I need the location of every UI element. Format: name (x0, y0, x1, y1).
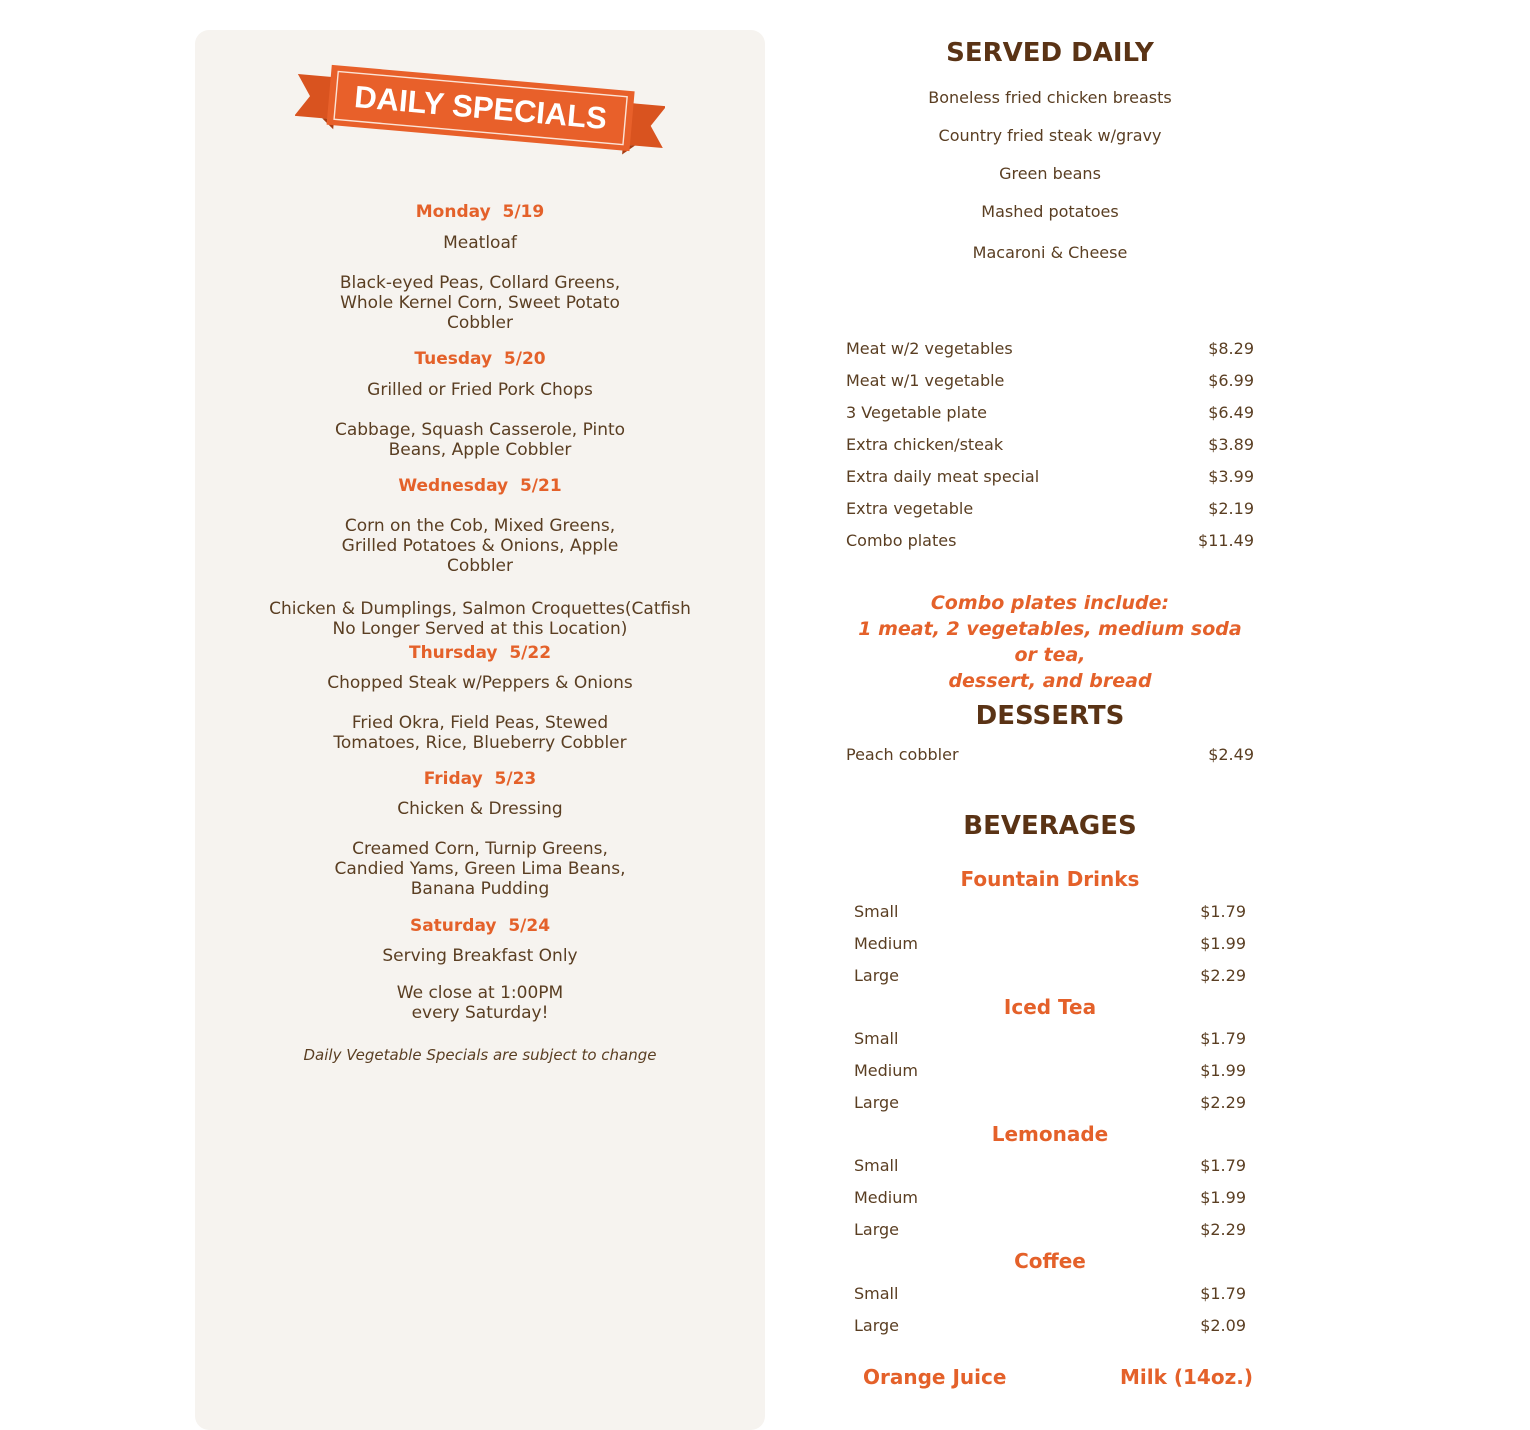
combo-note-line: Combo plates include: (930, 592, 1170, 614)
beverage-size: Large (854, 1316, 900, 1335)
served-daily-title: SERVED DAILY (946, 38, 1154, 68)
plate-price-row (846, 403, 1254, 425)
beverage-price: $1.79 (1200, 1156, 1246, 1175)
plate-name: Meat w/1 vegetable (846, 371, 1005, 390)
beverage-size-row (854, 1316, 1246, 1338)
plate-price: $6.49 (1208, 403, 1254, 422)
combo-note-line: 1 meat, 2 vegetables, medium soda or tea, (858, 618, 1242, 666)
plate-price: $11.49 (1198, 531, 1254, 550)
beverage-size-row (854, 1188, 1246, 1210)
plate-price-row (846, 499, 1254, 521)
beverage-price: $1.99 (1200, 934, 1246, 953)
beverage-price: $2.29 (1200, 1093, 1246, 1112)
day-sides-thursday: Fried Okra, Field Peas, Stewed Tomatoes, Rice, Blueberry Cobbler (333, 713, 627, 753)
beverage-size-row (854, 1061, 1246, 1083)
beverage-size-row (854, 1156, 1246, 1178)
plate-price-row (846, 435, 1254, 457)
beverage-price: $2.29 (1200, 1220, 1246, 1239)
specials-disclaimer: Daily Vegetable Specials are subject to change (303, 1046, 657, 1064)
plate-price-row (846, 371, 1254, 393)
served-daily-item: Country fried steak w/gravy (938, 126, 1162, 145)
beverage-group-title: Coffee (1014, 1249, 1086, 1273)
plate-name: Extra daily meat special (846, 467, 1040, 486)
beverage-price: $2.29 (1200, 966, 1246, 985)
beverage-price: $1.79 (1200, 902, 1246, 921)
plate-name: Extra chicken/steak (846, 435, 1004, 454)
daily-specials-banner (295, 60, 665, 170)
day-main-saturday: Serving Breakfast Only (382, 946, 578, 966)
day-sides-wednesday: Corn on the Cob, Mixed Greens, Grilled Potatoes & Onions, Apple Cobbler (341, 516, 619, 576)
beverage-price: $1.79 (1200, 1284, 1246, 1303)
beverage-size-row (854, 934, 1246, 956)
beverage-size: Small (854, 1156, 899, 1175)
daily-specials-panel (195, 30, 765, 1430)
beverage-size: Medium (854, 1061, 918, 1080)
beverage-size: Small (854, 1284, 899, 1303)
banner-text: DAILY SPECIALS (352, 79, 609, 136)
day-sides-saturday: We close at 1:00PM every Saturday! (396, 983, 564, 1023)
dessert-price-row (846, 745, 1254, 767)
beverage-size-row (854, 1284, 1246, 1306)
beverage-size-row (854, 1093, 1246, 1115)
served-daily-item: Boneless fried chicken breasts (928, 88, 1172, 107)
day-extra-wednesday: Chicken & Dumplings, Salmon Croquettes(Catfish No Longer Served at this Location) (269, 599, 691, 639)
served-daily-item: Green beans (999, 164, 1101, 183)
plate-price: $3.89 (1208, 435, 1254, 454)
beverage-size-row (854, 902, 1246, 924)
day-sides-monday: Black-eyed Peas, Collard Greens, Whole Kernel Corn, Sweet Potato Cobbler (339, 273, 621, 333)
plate-price-row (846, 339, 1254, 361)
plate-name: Combo plates (846, 531, 957, 550)
day-main-friday: Chicken & Dressing (397, 799, 563, 819)
orange-juice-title: Orange Juice (863, 1365, 1007, 1389)
beverage-size: Large (854, 1220, 900, 1239)
plate-price: $6.99 (1208, 371, 1254, 390)
plate-price: $2.19 (1208, 499, 1254, 518)
day-heading-wednesday: Wednesday 5/21 (398, 476, 562, 496)
beverage-size: Medium (854, 1188, 918, 1207)
day-main-thursday: Chopped Steak w/Peppers & Onions (327, 673, 633, 693)
beverage-size: Large (854, 1093, 900, 1112)
day-sides-tuesday: Cabbage, Squash Casserole, Pinto Beans, Apple Cobbler (334, 420, 626, 460)
day-heading-thursday: Thursday 5/22 (408, 643, 552, 663)
beverage-price: $1.99 (1200, 1188, 1246, 1207)
served-daily-item: Mashed potatoes (981, 202, 1119, 221)
day-main-tuesday: Grilled or Fried Pork Chops (367, 380, 593, 400)
plate-name: 3 Vegetable plate (846, 403, 987, 422)
day-main-monday: Meatloaf (443, 233, 517, 253)
day-heading-tuesday: Tuesday 5/20 (414, 349, 546, 369)
dessert-price: $2.49 (1208, 745, 1254, 764)
beverage-size-row (854, 966, 1246, 988)
beverage-size: Small (854, 1029, 899, 1048)
beverage-size-row (854, 1220, 1246, 1242)
plate-price-row (846, 531, 1254, 553)
combo-note (846, 590, 1254, 694)
day-heading-friday: Friday 5/23 (423, 769, 537, 789)
beverage-size-row (854, 1029, 1246, 1051)
beverage-size: Large (854, 966, 900, 985)
combo-note-line: dessert, and bread (948, 670, 1152, 692)
milk-title: Milk (14oz.) (1120, 1365, 1253, 1389)
plate-price: $3.99 (1208, 467, 1254, 486)
beverage-group-title: Lemonade (991, 1122, 1109, 1146)
beverage-size: Medium (854, 934, 918, 953)
day-sides-friday: Creamed Corn, Turnip Greens, Candied Yams, Green Lima Beans, Banana Pudding (334, 839, 626, 899)
plate-name: Meat w/2 vegetables (846, 339, 1013, 358)
served-daily-item: Macaroni & Cheese (972, 243, 1128, 262)
plate-price-row (846, 467, 1254, 489)
beverage-group-title: Iced Tea (1003, 995, 1097, 1019)
beverage-size: Small (854, 902, 899, 921)
beverage-price: $1.79 (1200, 1029, 1246, 1048)
desserts-title: DESSERTS (975, 701, 1125, 731)
day-heading-monday: Monday 5/19 (415, 202, 545, 222)
day-heading-saturday: Saturday 5/24 (409, 916, 551, 936)
plate-name: Extra vegetable (846, 499, 974, 518)
beverage-price: $1.99 (1200, 1061, 1246, 1080)
beverage-group-title: Fountain Drinks (960, 867, 1140, 891)
plate-price: $8.29 (1208, 339, 1254, 358)
beverages-title: BEVERAGES (963, 811, 1137, 841)
beverage-price: $2.09 (1200, 1316, 1246, 1335)
dessert-name: Peach cobbler (846, 745, 959, 764)
